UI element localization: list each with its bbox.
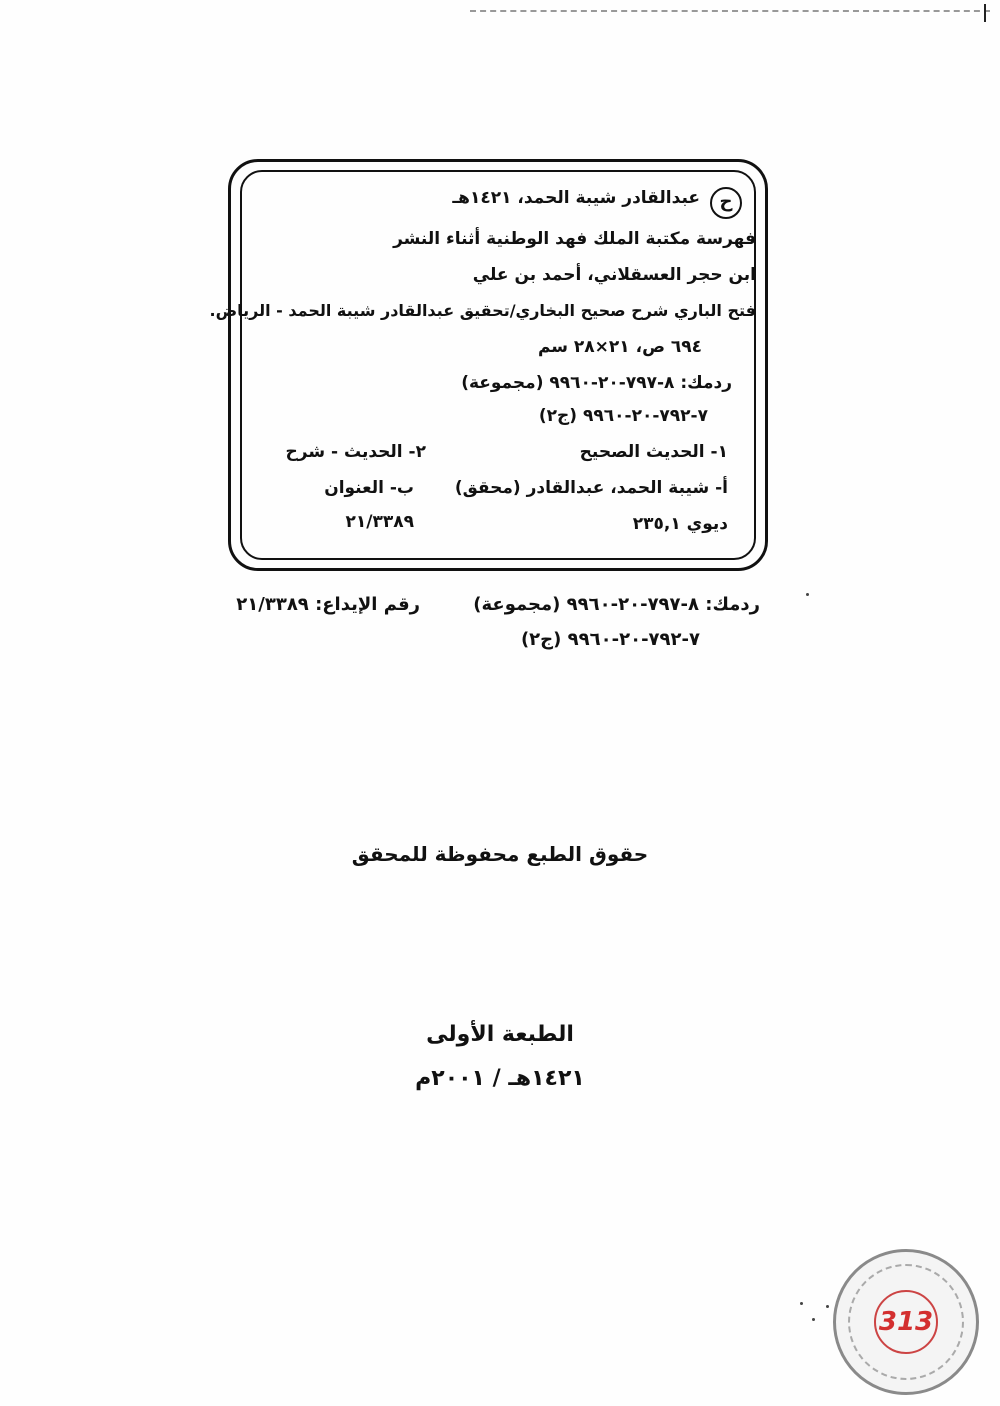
catalog-heading: فهرسة مكتبة الملك فهد الوطنية أثناء النشر bbox=[393, 229, 756, 249]
catalog-title: فتح الباري شرح صحيح البخاري/تحقيق عبدالقادر شيبة الحمد - الرياض. bbox=[209, 301, 756, 320]
copyright-circle-symbol: ح bbox=[710, 187, 742, 219]
deposit-number: رقم الإيداع: ٢١/٣٣٨٩ bbox=[236, 594, 420, 615]
isbn-volume-line: ٧-٧٩٢-٢٠-٩٩٦٠ (ج٢) bbox=[520, 629, 700, 650]
scan-corner-mark bbox=[984, 4, 986, 22]
catalog-entry-b: ب- العنوان bbox=[324, 478, 414, 498]
scan-speck bbox=[826, 1305, 829, 1308]
catalog-isbn-set: ردمك: ٨-٧٩٧-٢٠-٩٩٦٠ (مجموعة) bbox=[461, 373, 732, 393]
scan-speck bbox=[812, 1318, 815, 1321]
catalog-author: ابن حجر العسقلاني، أحمد بن علي bbox=[472, 265, 756, 285]
watermark-stamp bbox=[833, 1249, 979, 1395]
scan-speck bbox=[806, 593, 809, 596]
catalog-subject-2: ٢- الحديث - شرح bbox=[285, 442, 426, 462]
catalog-subject-1: ١- الحديث الصحيح bbox=[579, 442, 728, 462]
stamp-number: 313 bbox=[874, 1290, 938, 1354]
edition-date: ١٤٢١هـ / ٢٠٠١م bbox=[415, 1066, 585, 1091]
scan-edge-dashes bbox=[470, 10, 990, 12]
catalog-dewey: ديوي ٢٣٥,١ bbox=[632, 514, 728, 534]
catalog-isbn-volume: ٧-٧٩٢-٢٠-٩٩٦٠ (ج٢) bbox=[538, 406, 708, 426]
isbn-set-line: ردمك: ٨-٧٩٧-٢٠-٩٩٦٠ (مجموعة) bbox=[473, 594, 760, 615]
catalog-copyright-holder: عبدالقادر شيبة الحمد، ١٤٢١هـ bbox=[452, 188, 700, 208]
scan-speck bbox=[800, 1302, 803, 1305]
catalog-pages-size: ٦٩٤ ص، ٢١×٢٨ سم bbox=[537, 337, 702, 357]
edition-label: الطبعة الأولى bbox=[426, 1022, 574, 1047]
catalog-deposit-code: ٢١/٣٣٨٩ bbox=[345, 512, 414, 532]
catalog-entry-a: أ- شيبة الحمد، عبدالقادر (محقق) bbox=[454, 478, 728, 498]
copyright-notice: حقوق الطبع محفوظة للمحقق bbox=[351, 842, 649, 866]
